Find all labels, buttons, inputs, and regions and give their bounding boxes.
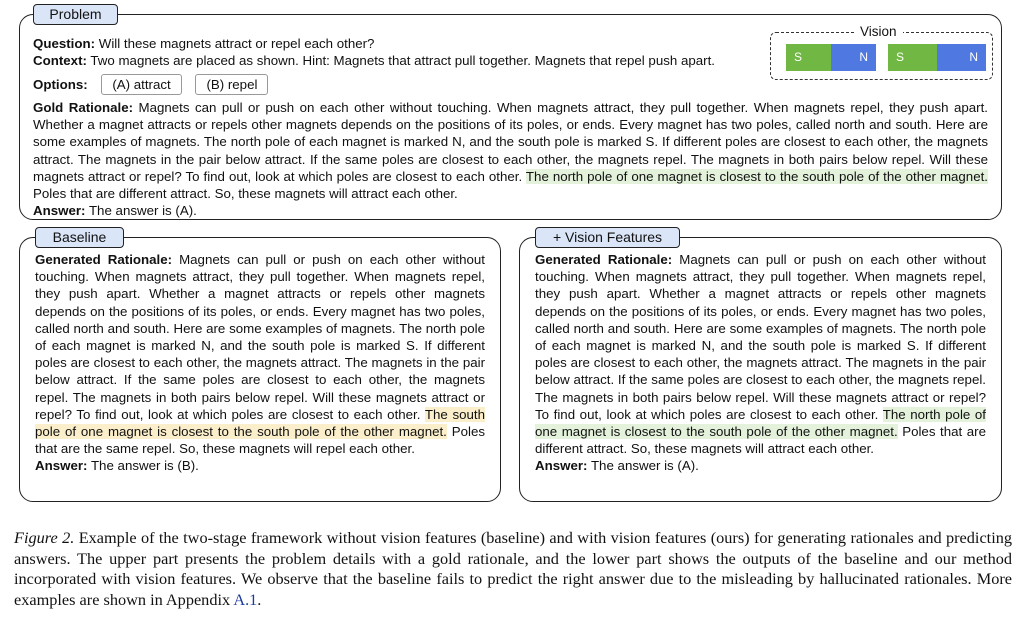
baseline-rationale-text-end: Poles that are the same repel. So, these magnets will repel each other.: [35, 424, 485, 457]
vision-label: Vision: [854, 23, 903, 40]
baseline-rationale-text: Magnets can pull or push on each other without touching. When magnets attract, they pull together. When magnets repel, they push apart. Whether a magnet attracts or repels other magnets depends on the positions of its poles, or ends. Every magnet has two poles, called north and south. Here are some examples of magnets. The north pole of each magnet is marked N, and the south pole is marked S. If different poles are closest to each other, the magnets attract. The magnets in the pair below attract. If the same poles are closest to each other, the magnets repel. The magnets in both pairs below repel. Will these magnets attract or repel? To find out, look at which poles are closest to each other.: [35, 252, 485, 422]
gold-rationale-highlight: The north pole of one magnet is closest to the south pole of the other magnet.: [525, 168, 988, 184]
figure-caption: [14, 528, 1012, 610]
gold-rationale: [33, 99, 988, 219]
vision-image-box: [770, 24, 993, 80]
option-a: (A) attract: [101, 74, 181, 95]
vision-features-rationale-text-end: Poles that are different attract. So, these magnets will attract each other.: [535, 424, 986, 457]
vision-features-answer-text: The answer is (A).: [590, 458, 699, 474]
context-label: Context:: [33, 53, 87, 69]
context-line: [33, 52, 768, 69]
gold-answer-text: The answer is (A).: [88, 203, 197, 219]
baseline-tag: Baseline: [35, 227, 124, 248]
context-text: Two magnets are placed as shown. Hint: Magnets that attract pull together. Magnets that repel push apart.: [90, 53, 715, 69]
magnet-1-south-pole: S: [786, 44, 831, 71]
option-b: (B) repel: [195, 74, 268, 95]
problem-panel: [19, 14, 1002, 220]
gold-rationale-text-end: Poles that are different attract. So, these magnets will attract each other.: [33, 186, 458, 202]
vision-features-tag: + Vision Features: [535, 227, 680, 248]
question-label: Question:: [33, 36, 96, 51]
figure-label: Figure 2.: [14, 528, 75, 547]
vision-features-answer-label: Answer:: [535, 458, 588, 474]
question-block: [33, 35, 768, 95]
gold-answer-label: Answer:: [33, 203, 86, 219]
baseline-answer-text: The answer is (B).: [90, 458, 199, 474]
caption-text: Example of the two-stage framework without vision features (baseline) and with vision features (ours) for generating rationales and predicting answers. The upper part presents the problem details with a gold rationale, and the lower part shows the outputs of the baseline and our method incorporated with vision features. We observe that the baseline fails to predict the right answer due to the misleading by hallucinated rationales. More examples are shown in Appendix: [14, 528, 1013, 609]
gold-rationale-label: Gold Rationale:: [33, 100, 134, 115]
vision-features-rationale-highlight: The north pole of one magnet is closest to the south pole of the other magnet.: [535, 406, 986, 440]
question-line: [33, 35, 768, 52]
options-label: Options:: [33, 77, 88, 93]
magnet-2-north-pole: N: [937, 44, 986, 71]
gold-rationale-text: Magnets can pull or push on each other without touching. When magnets attract, they pull together. When magnets repel, they push apart. Whether a magnet attracts or repels other magnets depends on the positions of its poles, or ends. Every magnet has two poles, called north and south. Here are some examples of magnets. The north pole of each magnet is marked N, and the south pole is marked S. If different poles are closest to each other, the magnets attract. The magnets in the pair below attract. If the same poles are closest to each other, the magnets repel. The magnets in both pairs below repel. Will these magnets attract or repel? To find out, look at which poles are closest to each other.: [33, 100, 988, 184]
baseline-panel: [19, 237, 501, 502]
baseline-rationale-highlight: The south pole of one magnet is closest to the south pole of the other magnet.: [35, 406, 485, 440]
question-text: Will these magnets attract or repel each other?: [98, 36, 375, 51]
magnet-1-north-pole: N: [831, 44, 876, 71]
baseline-rationale: [35, 251, 485, 475]
vision-features-rationale-text: Magnets can pull or push on each other without touching. When magnets attract, they pull together. When magnets repel, they push apart. Whether a magnet attracts or repels other magnets depends on the positions of its poles, or ends. Every magnet has two poles, called north and south. Here are some examples of magnets. The north pole of each magnet is marked N, and the south pole is marked S. If different poles are closest to each other, the magnets attract. The magnets in the pair below attract. If the same poles are closest to each other, the magnets repel. The magnets in both pairs below repel. Will these magnets attract or repel? To find out, look at which poles are closest to each other.: [535, 252, 986, 422]
caption-end: .: [257, 589, 262, 609]
vision-features-panel: [519, 237, 1002, 502]
baseline-answer-label: Answer:: [35, 458, 88, 474]
baseline-rationale-label: Generated Rationale:: [35, 252, 173, 267]
magnet-2-south-pole: S: [888, 44, 937, 71]
vision-features-rationale: [535, 251, 986, 475]
magnet-2: [888, 44, 986, 71]
problem-tag: Problem: [33, 4, 118, 25]
appendix-link[interactable]: A.1: [233, 589, 258, 609]
magnet-1: [786, 44, 876, 71]
vision-features-rationale-label: Generated Rationale:: [535, 252, 673, 267]
options-line: [33, 74, 768, 95]
